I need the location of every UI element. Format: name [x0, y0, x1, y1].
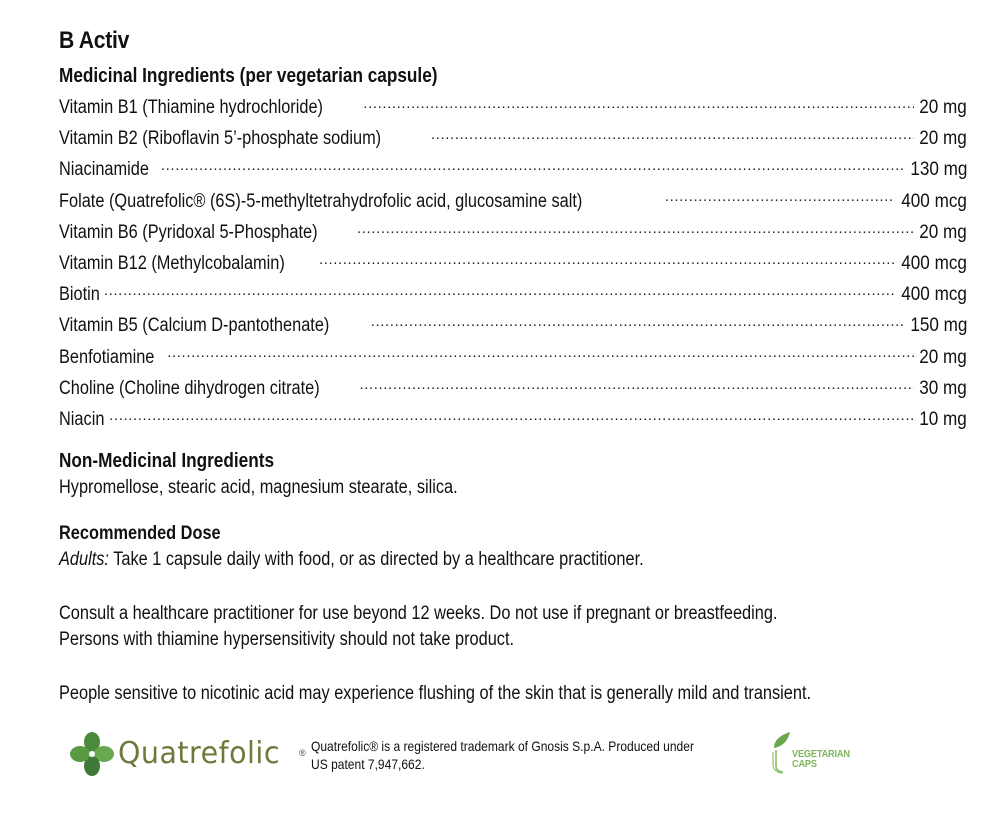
ingredient-amount: 400 mcg	[901, 284, 967, 306]
ingredient-amount: 20 mg	[919, 221, 967, 243]
dot-leader	[161, 160, 904, 179]
ingredient-row	[59, 310, 967, 341]
dot-leader	[357, 223, 914, 242]
product-label	[59, 24, 967, 707]
dot-leader	[167, 348, 914, 367]
dot-leader	[104, 285, 894, 304]
medicinal-ingredients-heading: Medicinal Ingredients (per vegetarian capsule)	[59, 65, 438, 87]
recommended-dose-text	[59, 547, 840, 573]
dot-leader	[665, 192, 894, 211]
trademark-notice: Quatrefolic® is a registered trademark of Gnosis S.p.A. Produced under US patent 7,947,662.	[311, 738, 694, 772]
ingredient-row	[59, 373, 967, 404]
four-leaf-clover-icon	[68, 730, 116, 778]
ingredient-amount: 150 mg	[909, 315, 967, 337]
ingredient-amount: 20 mg	[919, 346, 967, 368]
recommended-dose-heading: Recommended Dose	[59, 523, 221, 545]
ingredient-amount: 400 mcg	[901, 190, 967, 212]
leaf-capsule-icon	[770, 730, 792, 774]
vegetarian-caps-text	[792, 750, 850, 770]
adults-label: Adults:	[59, 549, 109, 571]
ingredient-row	[59, 342, 967, 373]
ingredient-name: Biotin	[59, 284, 100, 306]
vegetarian-label: VEGETARIAN	[792, 749, 850, 760]
ingredient-name: Vitamin B5 (Calcium D-pantothenate)	[59, 315, 330, 337]
warning-consult-text: Consult a healthcare practitioner for use beyond 12 weeks. Do not use if pregnant or breastfeeding.	[59, 603, 778, 625]
ingredient-name: Benfotiamine	[59, 346, 155, 368]
quatrefolic-logo	[68, 728, 308, 780]
footer	[68, 728, 968, 784]
quatrefolic-wordmark: Quatrefolic	[118, 736, 280, 771]
ingredient-row	[59, 404, 967, 435]
ingredient-name: Vitamin B2 (Riboflavin 5’-phosphate sodium)	[59, 128, 382, 150]
ingredient-row	[59, 217, 967, 248]
ingredient-amount: 30 mg	[919, 377, 967, 399]
dot-leader	[319, 254, 894, 273]
vegetarian-caps-logo	[770, 730, 860, 774]
non-medicinal-ingredients-text: Hypromellose, stearic acid, magnesium stearate, silica.	[59, 477, 458, 499]
ingredient-row	[59, 92, 967, 123]
dot-leader	[363, 98, 914, 117]
ingredient-amount: 130 mg	[909, 159, 967, 181]
ingredient-name: Folate (Quatrefolic® (6S)-5-methyltetrahydrofolic acid, glucosamine salt)	[59, 190, 583, 212]
ingredient-name: Niacinamide	[59, 159, 149, 181]
ingredient-amount: 10 mg	[919, 408, 967, 430]
medicinal-ingredients-list	[59, 92, 967, 435]
ingredient-amount: 20 mg	[919, 128, 967, 150]
dose-instructions: Take 1 capsule daily with food, or as directed by a healthcare practitioner.	[108, 549, 644, 571]
warning-flushing-text: People sensitive to nicotinic acid may experience flushing of the skin that is generally mild and transient.	[59, 683, 812, 705]
ingredient-row	[59, 186, 967, 217]
dot-leader	[371, 316, 904, 335]
ingredient-row	[59, 248, 967, 279]
ingredient-name: Vitamin B6 (Pyridoxal 5-Phosphate)	[59, 221, 318, 243]
dot-leader	[109, 410, 914, 429]
ingredient-amount: 400 mcg	[901, 252, 967, 274]
ingredient-amount: 20 mg	[919, 97, 967, 118]
warning-hypersensitivity-text: Persons with thiamine hypersensitivity should not take product.	[59, 629, 515, 651]
ingredient-name: Choline (Choline dihydrogen citrate)	[59, 377, 320, 399]
dot-leader	[431, 129, 914, 148]
ingredient-name: Vitamin B12 (Methylcobalamin)	[59, 252, 285, 274]
dot-leader	[359, 379, 914, 398]
caps-label: CAPS	[792, 759, 817, 770]
ingredient-row	[59, 123, 967, 154]
ingredient-row	[59, 279, 967, 310]
quatrefolic-registered-mark: ®	[299, 748, 306, 758]
ingredient-row	[59, 154, 967, 185]
ingredient-name: Vitamin B1 (Thiamine hydrochloride)	[59, 97, 323, 118]
product-title: B Activ	[59, 27, 130, 54]
non-medicinal-ingredients-heading: Non-Medicinal Ingredients	[59, 450, 275, 473]
ingredient-name: Niacin	[59, 408, 105, 430]
